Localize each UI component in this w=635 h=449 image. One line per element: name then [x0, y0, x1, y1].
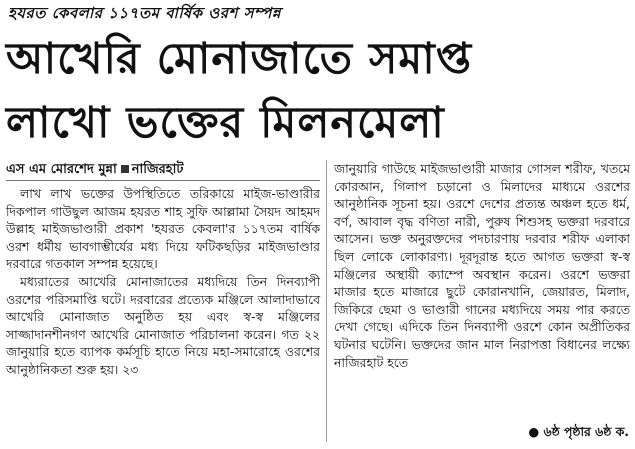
byline-author: এস এম মোরশেদ মুন্না: [6, 162, 117, 177]
column-divider: [326, 160, 327, 442]
byline-location: নাজিরহাট: [131, 162, 184, 177]
body-paragraph: জানুয়ারি গাউছে মাইজভাণ্ডারী মাজার গোসল শরীফ, খতমে কোরআন, গিলাপ চড়ানো ও মিলাদের মাধ্যমে ওরশের আনুষ্ঠানিক সূচনা হয়। ওরশে দেশের প্রত্যন্ত অঞ্চল হতে ধর্ম, বর্ণ, আবাল বৃদ্ধ বণিতা নারী, পুরুষ শিশুসহ ভক্তরা দরবারে আসেন। ভক্ত অনুরক্তদের পদচারণায় দরবার শরীফ এলাকা ছিল লোকে লোকারণ্য। দূরদূরান্ত হতে আগত ভক্তরা স্ব-স্ব মঞ্জিলের অস্থায়ী ক্যাম্পে অবস্থান করেন। ওরশে ভক্তরা মাজার হতে মাজারে ছুটে কোরানখানি, জেয়ারত, মিলাদ, জিকিরে ছেমা ও ভাণ্ডারী গানের মধ্যদিয়ে সময় পার করতে দেখা গেছে। এদিকে তিন দিনব্যাপী ওরশে কোন অপ্রীতিকর ঘটনার ঘটেনি। ভক্তদের জান মাল নিরাপত্তা বিধানের লক্ষ্যে নাজিরহাট হতে: [334, 161, 630, 370]
right-column: [334, 160, 630, 371]
continued-note[interactable]: ● ৬ষ্ঠ পৃষ্ঠার ৬ষ্ঠ ক.: [528, 424, 629, 439]
article-kicker: হযরত কেবলার ১১৭তম বার্ষিক ওরশ সম্পন্ন: [8, 4, 281, 22]
headline-line-1: আখেরি মোনাজাতে সমাপ্ত: [6, 34, 473, 84]
body-paragraph: লাখ লাখ ভক্তের উপস্থিতিতে তরিকায়ে মাইজ-ভাণ্ডারীর দিকপাল গাউছুল আজম হযরত শাহ সুফি আল্লামা সৈয়দ আহমদ উল্লাহ মাইজভাণ্ডারী প্রকাশ 'হযরত কেবলা'র ১১৭তম বার্ষিক ওরশ ধর্মীয় ভাবগাম্ভীর্যের মধ্য দিয়ে ফটিকছড়ির মাইজভাণ্ডার দরবারে গতকাল সম্পন্ন হয়েছে।: [6, 186, 320, 272]
left-column: [6, 160, 320, 379]
body-paragraph: মধ্যরাতের আখেরি মোনাজাতের মধ্যদিয়ে তিন দিনব্যাপী ওরশের পরিসমাপ্তি ঘটে। দরবারের প্রত্যেক মঞ্জিলে আলাদাভাবে আখেরি মোনাজাত অনুষ্ঠিত হয় এবং স্ব-স্ব মঞ্জিলের সাজ্জাদানশীনগণ আখেরি মোনাজাত পরিচালনা করেন। গত ২২ জানুয়ারি হতে ব্যাপক কর্মসূচি হাতে নিয়ে মহা-সমারোহে ওরশের আনুষ্ঠানিকতা শুরু হয়। ২৩: [6, 273, 320, 377]
headline-line-2: লাখো ভক্তের মিলনমেলা: [6, 98, 445, 148]
square-bullet-icon: [121, 165, 129, 173]
continued-label: ৬ষ্ঠ পৃষ্ঠার ৬ষ্ঠ ক.: [543, 424, 629, 439]
byline: [6, 160, 320, 181]
